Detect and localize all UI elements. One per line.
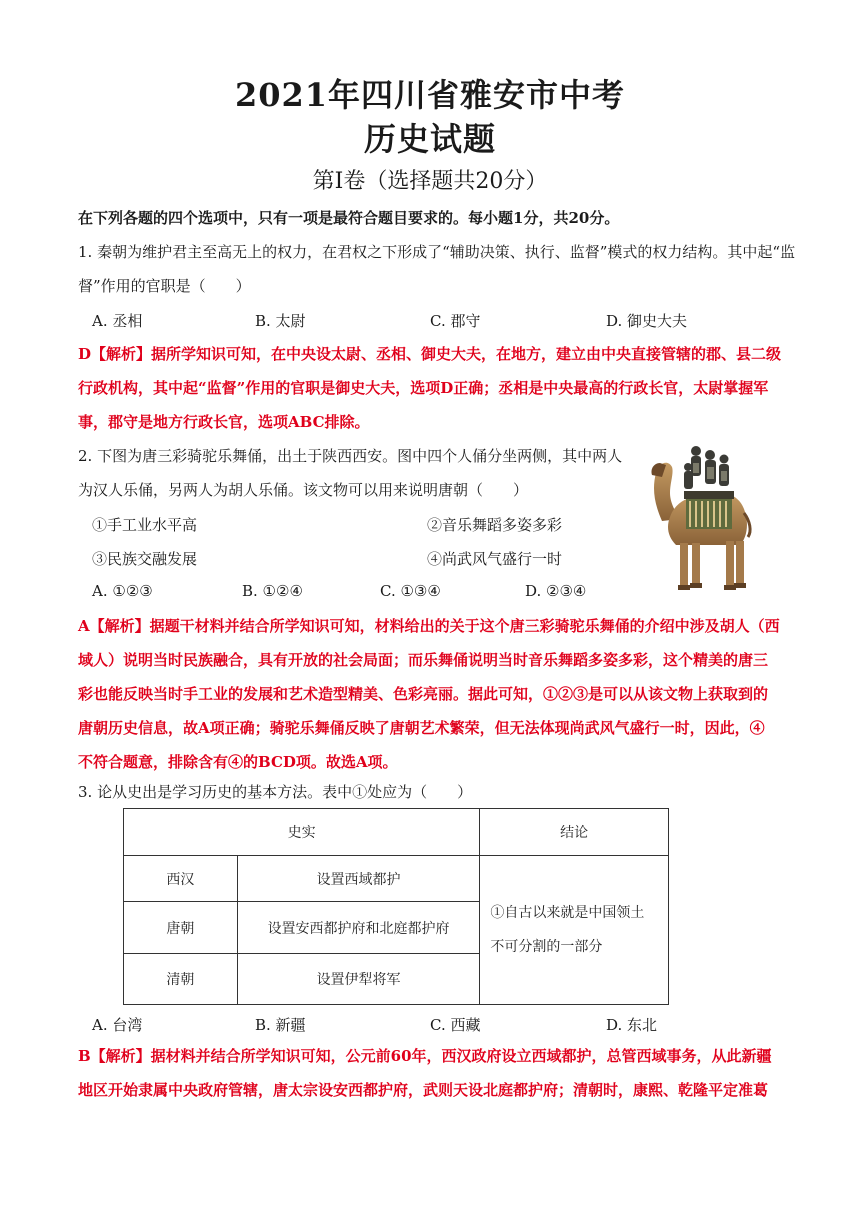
q2-analysis-line3: 彩也能反映当时手工业的发展和艺术造型精美、色彩亮丽。据此可知，①②③是可以从该文物上获取到的 bbox=[78, 685, 769, 703]
q3-option-b: B. 新疆 bbox=[255, 1016, 306, 1034]
instruction-text: 在下列各题的四个选项中，只有一项是最符合题目要求的。每小题1分，共20分。 bbox=[78, 209, 620, 227]
tang-sancai-camel-figurine-image bbox=[646, 433, 756, 598]
q2-item-2: ②音乐舞蹈多姿多彩 bbox=[427, 516, 563, 534]
fact-cell: 设置安西都护府和北庭都护府 bbox=[237, 902, 480, 954]
conclusion-line2: 不可分割的一部分 bbox=[490, 939, 603, 955]
q3-option-d: D. 东北 bbox=[606, 1016, 658, 1034]
q1-option-a: A. 丞相 bbox=[92, 312, 143, 330]
q1-stem-line1: 1. 秦朝为维护君主至高无上的权力，在君权之下形成了“辅助决策、执行、监督”模式的权力结构。其中起“监 bbox=[78, 243, 796, 261]
section-heading: 第Ⅰ卷（选择题共20分） bbox=[312, 169, 548, 194]
q1-analysis-line3: 事，郡守是地方行政长官，选项ABC排除。 bbox=[78, 413, 370, 431]
q2-item-1: ①手工业水平高 bbox=[92, 516, 198, 534]
fact-cell: 设置西域都护 bbox=[237, 856, 480, 902]
q2-option-c: C. ①③④ bbox=[380, 582, 441, 600]
exam-subject-title: 历史试题 bbox=[363, 120, 496, 158]
q3-analysis-line1: B【解析】据材料并结合所学知识可知，公元前60年，西汉政府设立西域都护，总管西域事务，从此新疆 bbox=[78, 1047, 772, 1065]
q3-option-a: A. 台湾 bbox=[92, 1016, 143, 1034]
q2-stem-line1: 2. 下图为唐三彩骑驼乐舞俑，出土于陕西西安。图中四个人俑分坐两侧，其中两人 bbox=[78, 447, 623, 465]
q1-analysis-line1: D【解析】据所学知识可知，在中央设太尉、丞相、御史大夫，在地方，建立由中央直接管辖的郡、县二级 bbox=[78, 345, 782, 363]
q2-item-4: ④尚武风气盛行一时 bbox=[427, 550, 563, 568]
q2-option-d: D. ②③④ bbox=[525, 582, 587, 600]
q2-item-3: ③民族交融发展 bbox=[92, 550, 198, 568]
q2-analysis-line1: A【解析】据题干材料并结合所学知识可知，材料给出的关于这个唐三彩骑驼乐舞俑的介绍中涉及胡人（西 bbox=[78, 617, 780, 635]
q1-analysis-line2: 行政机构，其中起“监督”作用的官职是御史大夫，选项D正确；丞相是中央最高的行政长官，太尉掌握军 bbox=[78, 379, 769, 397]
q2-analysis-line4: 唐朝历史信息，故A项正确；骑驼乐舞俑反映了唐朝艺术繁荣，但无法体现尚武风气盛行一时，因此，④ bbox=[78, 719, 765, 737]
header-facts: 史实 bbox=[124, 809, 480, 856]
q2-analysis-line5: 不符合题意，排除含有④的BCD项。故选A项。 bbox=[78, 753, 398, 771]
exam-title: 2021年四川省雅安市中考 bbox=[234, 76, 626, 114]
dynasty-cell: 清朝 bbox=[124, 954, 238, 1005]
header-conclusion: 结论 bbox=[480, 809, 669, 856]
q3-analysis-line2: 地区开始隶属中央政府管辖，唐太宗设安西都护府，武则天设北庭都护府；清朝时，康熙、乾隆平定准葛 bbox=[78, 1081, 769, 1099]
conclusion-cell bbox=[480, 856, 669, 1005]
dynasty-cell: 西汉 bbox=[124, 856, 238, 902]
q2-option-b: B. ①②④ bbox=[242, 582, 303, 600]
table-header-row bbox=[124, 809, 669, 856]
conclusion-line1: ①自古以来就是中国领土 bbox=[490, 905, 645, 921]
history-facts-table bbox=[123, 808, 669, 1005]
table-row bbox=[124, 856, 669, 902]
q3-stem: 3. 论从史出是学习历史的基本方法。表中①处应为（ ） bbox=[78, 783, 473, 801]
q1-option-b: B. 太尉 bbox=[255, 312, 306, 330]
q1-stem-line2: 督”作用的官职是（ ） bbox=[78, 277, 251, 295]
q2-option-a: A. ①②③ bbox=[92, 582, 153, 600]
q3-option-c: C. 西藏 bbox=[430, 1016, 481, 1034]
q1-option-c: C. 郡守 bbox=[430, 312, 481, 330]
fact-cell: 设置伊犁将军 bbox=[237, 954, 480, 1005]
q2-analysis-line2: 域人）说明当时民族融合，具有开放的社会局面；而乐舞俑说明当时音乐舞蹈多姿多彩，这个精美的唐三 bbox=[78, 651, 769, 669]
dynasty-cell: 唐朝 bbox=[124, 902, 238, 954]
q1-option-d: D. 御史大夫 bbox=[606, 312, 688, 330]
q2-stem-line2: 为汉人乐俑，另两人为胡人乐俑。该文物可以用来说明唐朝（ ） bbox=[78, 481, 529, 499]
